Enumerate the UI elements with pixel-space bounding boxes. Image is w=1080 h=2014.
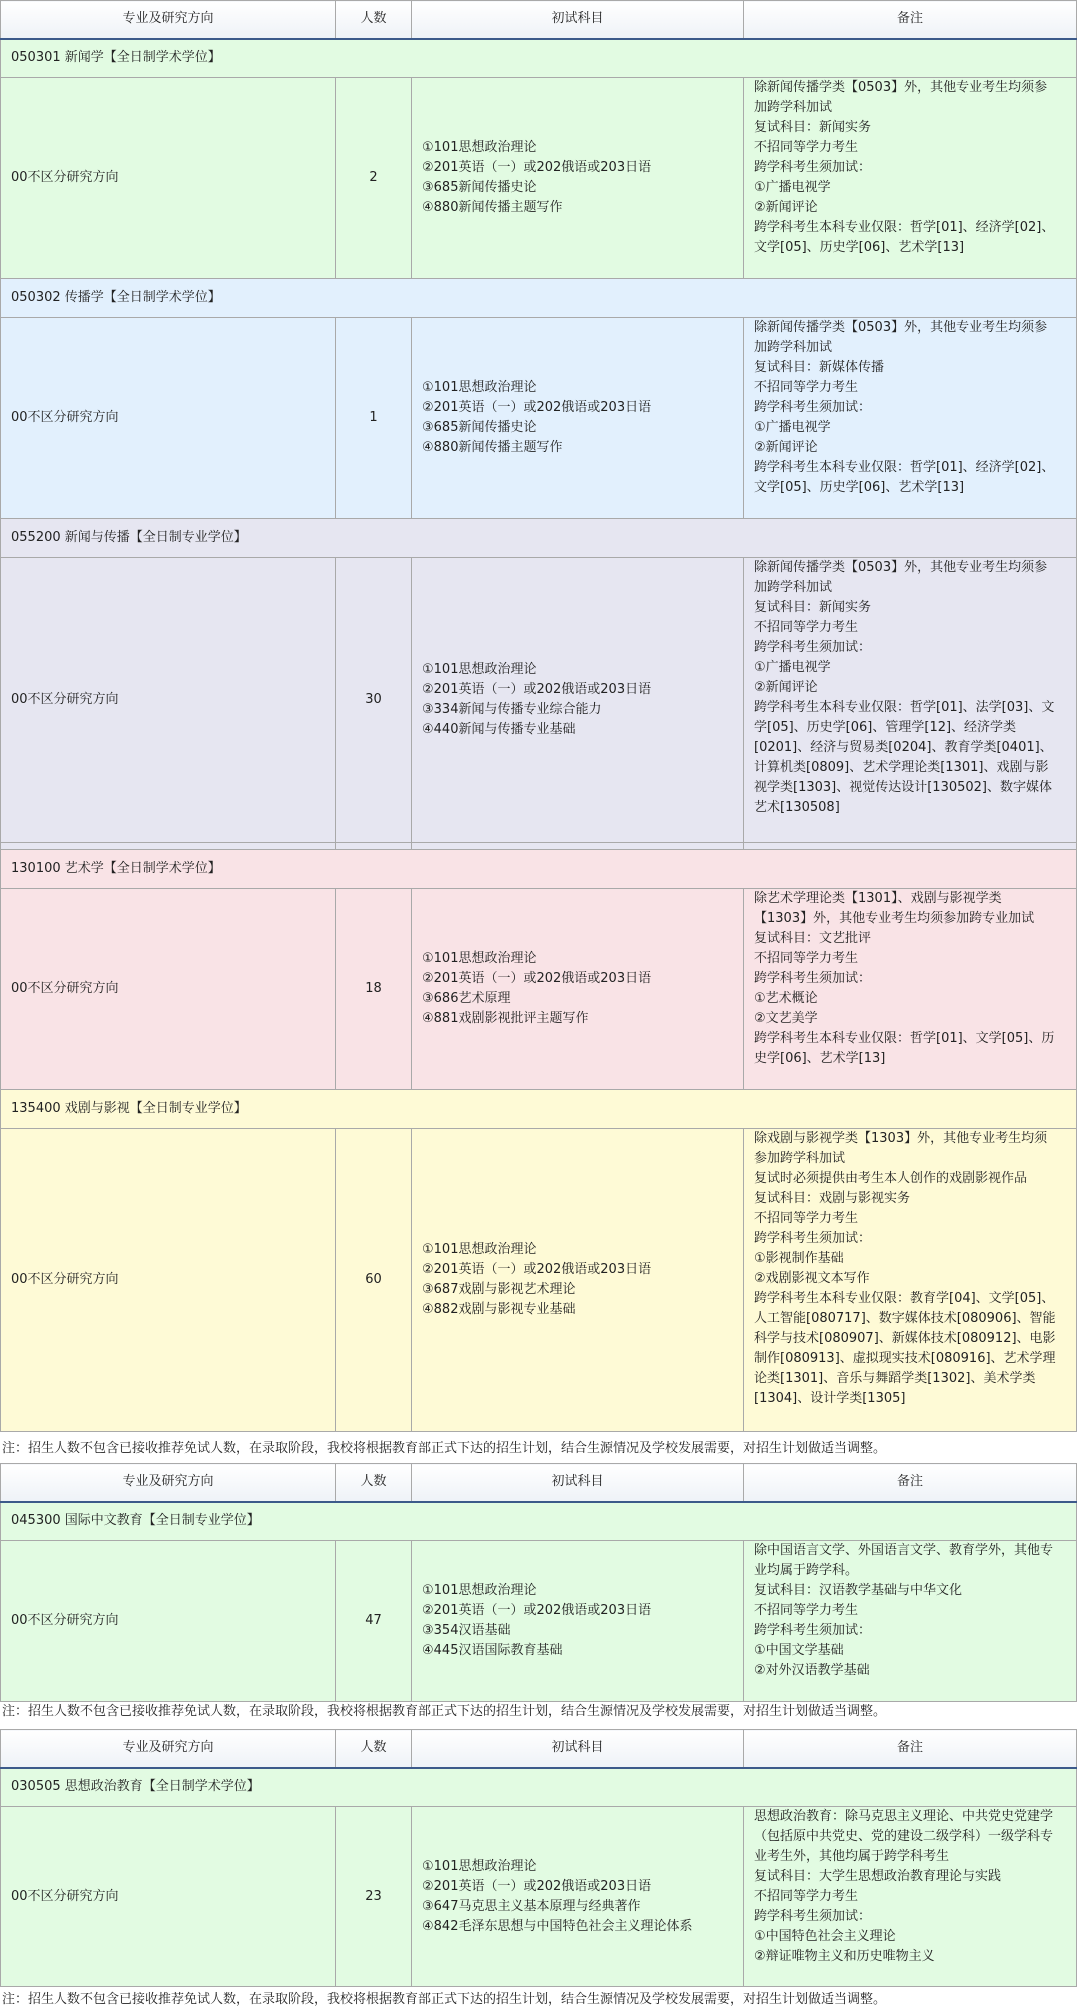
- note-line: 除新闻传播学类【0503】外，其他专业考生均须参: [754, 320, 1048, 335]
- subject-item: ③686艺术原理: [422, 991, 511, 1006]
- enrollment-count: 60: [336, 1129, 412, 1432]
- subject-item: ①101思想政治理论: [422, 1242, 537, 1257]
- note-line: 跨学科考生须加试：: [754, 1909, 872, 1924]
- program-title-row: [1, 1768, 1077, 1807]
- note-line: 业均属于跨学科。: [754, 1563, 859, 1578]
- note-line: ②新闻评论: [754, 440, 818, 455]
- subject-item: ①101思想政治理论: [422, 1858, 537, 1874]
- program-detail-row: [1, 1541, 1077, 1702]
- subject-item: ②201英语（一）或202俄语或203日语: [422, 682, 652, 697]
- note-line: [0201]、经济与贸易类[0204]、教育学类[0401]、: [754, 740, 1053, 755]
- note-line: 不招同等学力考生: [754, 951, 859, 966]
- note-line: 复试科目：新媒体传播: [754, 360, 885, 375]
- program-title: 030505 思想政治教育【全日制学术学位】: [1, 1768, 1077, 1807]
- note-line: 复试科目：新闻实务: [754, 120, 872, 135]
- note-line: ①广播电视学: [754, 420, 831, 435]
- subject-item: ①101思想政治理论: [422, 380, 537, 395]
- table-header-row: [1, 1730, 1077, 1768]
- header-count: 人数: [336, 1730, 412, 1768]
- note-line: 加跨学科加试: [754, 340, 833, 355]
- note-line: 参加跨学科加试: [754, 1151, 846, 1166]
- program-title-row: [1, 39, 1077, 78]
- research-direction: 00不区分研究方向: [1, 78, 336, 279]
- header-major: 专业及研究方向: [1, 1730, 336, 1768]
- footnote: 注：招生人数不包含已接收推荐免试人数，在录取阶段，我校将根据教育部正式下达的招生计划，结合生源情况及学校发展需要，对招生计划做适当调整。: [2, 1704, 887, 1719]
- note-line: 不招同等学力考生: [754, 1603, 859, 1618]
- table-header-row: [1, 1, 1077, 39]
- note-line: 跨学科考生本科专业仅限：哲学[01]、经济学[02]、: [754, 220, 1055, 235]
- subject-item: ①101思想政治理论: [422, 1583, 537, 1598]
- note-line: 不招同等学力考生: [754, 140, 859, 155]
- program-title: 055200 新闻与传播【全日制专业学位】: [1, 519, 1077, 558]
- program-title: 045300 国际中文教育【全日制专业学位】: [1, 1502, 1077, 1541]
- exam-subjects: [412, 1807, 744, 1987]
- note-line: 制作[080913]、虚拟现实技术[080916]、艺术学理: [754, 1351, 1056, 1366]
- subject-item: ③685新闻传播史论: [422, 420, 537, 435]
- subject-item: ④445汉语国际教育基础: [422, 1643, 563, 1658]
- exam-subjects: [412, 318, 744, 519]
- research-direction: 00不区分研究方向: [1, 558, 336, 843]
- program-detail-row: [1, 318, 1077, 519]
- note-line: ②文艺美学: [754, 1011, 818, 1026]
- note-line: 复试时必须提供由考生本人创作的戏剧影视作品: [754, 1171, 1028, 1186]
- note-line: 史学[06]、艺术学[13]: [754, 1051, 886, 1066]
- program-detail-row: [1, 1807, 1077, 1987]
- note-line: 人工智能[080717]、数字媒体技术[080906]、智能: [754, 1311, 1056, 1326]
- note-line: 跨学科考生本科专业仅限：哲学[01]、法学[03]、文: [754, 700, 1055, 715]
- note-line: 科学与技术[080907]、新媒体技术[080912]、电影: [754, 1331, 1056, 1346]
- enrollment-count: 30: [336, 558, 412, 843]
- program-detail-row: [1, 558, 1077, 843]
- note-line: 思想政治教育：除马克思主义理论、中共党史党建学: [754, 1809, 1054, 1824]
- note-line: 跨学科考生须加试：: [754, 1623, 872, 1638]
- remarks: [744, 1541, 1077, 1702]
- note-line: 跨学科考生本科专业仅限：教育学[04]、文学[05]、: [754, 1291, 1055, 1306]
- remarks: [744, 1807, 1077, 1987]
- research-direction: 00不区分研究方向: [1, 318, 336, 519]
- note-line: 复试科目：戏剧与影视实务: [754, 1191, 911, 1206]
- note-line: ①广播电视学: [754, 660, 831, 675]
- exam-subjects: [412, 1129, 744, 1432]
- remarks: [744, 318, 1077, 519]
- note-line: 复试科目：汉语教学基础与中华文化: [754, 1583, 963, 1598]
- header-count: 人数: [336, 1, 412, 39]
- subject-item: ④882戏剧与影视专业基础: [422, 1302, 576, 1317]
- program-detail-row: [1, 889, 1077, 1090]
- note-line: ①广播电视学: [754, 180, 831, 195]
- subject-item: ④881戏剧影视批评主题写作: [422, 1011, 589, 1026]
- enrollment-count: 47: [336, 1541, 412, 1702]
- program-title: 050301 新闻学【全日制学术学位】: [1, 39, 1077, 78]
- note-line: [1304]、设计学类[1305]: [754, 1391, 906, 1406]
- subject-item: ④842毛泽东思想与中国特色社会主义理论体系: [422, 1918, 693, 1934]
- row-spacer: [1, 843, 1077, 850]
- subject-item: ③647马克思主义基本原理与经典著作: [422, 1898, 641, 1914]
- remarks: [744, 1129, 1077, 1432]
- note-line: 除中国语言文学、外国语言文学、教育学外，其他专: [754, 1543, 1054, 1558]
- note-line: 计算机类[0809]、艺术学理论类[1301]、戏剧与影: [754, 760, 1049, 775]
- exam-subjects: [412, 889, 744, 1090]
- header-notes: 备注: [744, 1730, 1077, 1768]
- subject-item: ④880新闻传播主题写作: [422, 200, 563, 215]
- note-line: 跨学科考生本科专业仅限：哲学[01]、文学[05]、历: [754, 1031, 1055, 1046]
- note-line: 不招同等学力考生: [754, 380, 859, 395]
- subject-item: ①101思想政治理论: [422, 662, 537, 677]
- program-detail-row: [1, 78, 1077, 279]
- note-line: 除艺术学理论类【1301】、戏剧与影视学类: [754, 891, 1002, 906]
- program-title-row: [1, 1502, 1077, 1541]
- note-line: 文学[05]、历史学[06]、艺术学[13]: [754, 240, 965, 255]
- note-line: 跨学科考生须加试：: [754, 160, 872, 175]
- note-line: 论类[1301]、音乐与舞蹈学类[1302]、美术学类: [754, 1371, 1036, 1386]
- note-line: ②戏剧影视文本写作: [754, 1271, 870, 1286]
- research-direction: 00不区分研究方向: [1, 1541, 336, 1702]
- note-line: （包括原中共党史、党的建设二级学科）一级学科专: [754, 1829, 1054, 1844]
- table-header-row: [1, 1464, 1077, 1502]
- note-line: 业考生外，其他均属于跨学科考生: [754, 1849, 950, 1864]
- exam-subjects: [412, 1541, 744, 1702]
- footnote: 注：招生人数不包含已接收推荐免试人数，在录取阶段，我校将根据教育部正式下达的招生计划，结合生源情况及学校发展需要，对招生计划做适当调整。: [2, 1441, 887, 1456]
- note-line: 除新闻传播学类【0503】外，其他专业考生均须参: [754, 560, 1048, 575]
- program-title-row: [1, 1090, 1077, 1129]
- header-notes: 备注: [744, 1464, 1077, 1502]
- note-line: 艺术[130508]: [754, 800, 840, 815]
- remarks: [744, 78, 1077, 279]
- program-title-row: [1, 519, 1077, 558]
- note-line: 不招同等学力考生: [754, 1889, 859, 1904]
- enrollment-count: 18: [336, 889, 412, 1090]
- subject-item: ②201英语（一）或202俄语或203日语: [422, 400, 652, 415]
- note-line: 视学类[1303]、视觉传达设计[130502]、数字媒体: [754, 780, 1052, 795]
- note-line: 不招同等学力考生: [754, 620, 859, 635]
- note-line: ②新闻评论: [754, 680, 818, 695]
- note-line: ①艺术概论: [754, 991, 818, 1006]
- research-direction: 00不区分研究方向: [1, 889, 336, 1090]
- subject-item: ①101思想政治理论: [422, 951, 537, 966]
- subject-item: ③685新闻传播史论: [422, 180, 537, 195]
- enrollment-count: 2: [336, 78, 412, 279]
- program-title-row: [1, 279, 1077, 318]
- program-detail-row: [1, 1129, 1077, 1432]
- note-line: ①中国特色社会主义理论: [754, 1929, 896, 1944]
- subject-item: ②201英语（一）或202俄语或203日语: [422, 971, 652, 986]
- enrollment-count: 23: [336, 1807, 412, 1987]
- header-major: 专业及研究方向: [1, 1, 336, 39]
- note-line: 不招同等学力考生: [754, 1211, 859, 1226]
- note-line: 文学[05]、历史学[06]、艺术学[13]: [754, 480, 965, 495]
- note-line: 跨学科考生须加试：: [754, 400, 872, 415]
- note-line: 跨学科考生须加试：: [754, 640, 872, 655]
- subject-item: ③334新闻与传播专业综合能力: [422, 702, 602, 717]
- note-line: 学[05]、历史学[06]、管理学[12]、经济学类: [754, 720, 1017, 735]
- admissions-table-2: [0, 1463, 1076, 1702]
- subject-item: ①101思想政治理论: [422, 140, 537, 155]
- note-line: ②辩证唯物主义和历史唯物主义: [754, 1949, 935, 1964]
- program-title: 135400 戏剧与影视【全日制专业学位】: [1, 1090, 1077, 1129]
- header-notes: 备注: [744, 1, 1077, 39]
- note-line: 跨学科考生须加试：: [754, 971, 872, 986]
- note-line: 除新闻传播学类【0503】外，其他专业考生均须参: [754, 80, 1048, 95]
- subject-item: ②201英语（一）或202俄语或203日语: [422, 1262, 652, 1277]
- research-direction: 00不区分研究方向: [1, 1807, 336, 1987]
- enrollment-count: 1: [336, 318, 412, 519]
- note-line: 复试科目：新闻实务: [754, 600, 872, 615]
- subject-item: ②201英语（一）或202俄语或203日语: [422, 1603, 652, 1618]
- note-line: ②对外汉语教学基础: [754, 1663, 870, 1678]
- subject-item: ③687戏剧与影视艺术理论: [422, 1282, 576, 1297]
- subject-item: ②201英语（一）或202俄语或203日语: [422, 160, 652, 175]
- note-line: 跨学科考生须加试：: [754, 1231, 872, 1246]
- research-direction: 00不区分研究方向: [1, 1129, 336, 1432]
- note-line: ②新闻评论: [754, 200, 818, 215]
- note-line: ①影视制作基础: [754, 1251, 844, 1266]
- subject-item: ④440新闻与传播专业基础: [422, 722, 576, 737]
- note-line: 【1303】外，其他专业考生均须参加跨专业加试: [754, 911, 1035, 926]
- header-major: 专业及研究方向: [1, 1464, 336, 1502]
- remarks: [744, 889, 1077, 1090]
- subject-item: ②201英语（一）或202俄语或203日语: [422, 1878, 652, 1894]
- note-line: ①中国文学基础: [754, 1643, 844, 1658]
- header-subjects: 初试科目: [412, 1464, 744, 1502]
- program-title-row: [1, 850, 1077, 889]
- header-subjects: 初试科目: [412, 1730, 744, 1768]
- subject-item: ③354汉语基础: [422, 1623, 511, 1638]
- program-title: 130100 艺术学【全日制学术学位】: [1, 850, 1077, 889]
- note-line: 跨学科考生本科专业仅限：哲学[01]、经济学[02]、: [754, 460, 1055, 475]
- exam-subjects: [412, 78, 744, 279]
- admissions-table-3: [0, 1729, 1076, 1987]
- note-line: 加跨学科加试: [754, 100, 833, 115]
- footnote: 注：招生人数不包含已接收推荐免试人数，在录取阶段，我校将根据教育部正式下达的招生计划，结合生源情况及学校发展需要，对招生计划做适当调整。: [2, 1992, 887, 2007]
- header-subjects: 初试科目: [412, 1, 744, 39]
- note-line: 复试科目：大学生思想政治教育理论与实践: [754, 1869, 1002, 1884]
- program-title: 050302 传播学【全日制学术学位】: [1, 279, 1077, 318]
- note-line: 除戏剧与影视学类【1303】外，其他专业考生均须: [754, 1131, 1048, 1146]
- subject-item: ④880新闻传播主题写作: [422, 440, 563, 455]
- remarks: [744, 558, 1077, 843]
- note-line: 复试科目：文艺批评: [754, 931, 872, 946]
- note-line: 加跨学科加试: [754, 580, 833, 595]
- header-count: 人数: [336, 1464, 412, 1502]
- exam-subjects: [412, 558, 744, 843]
